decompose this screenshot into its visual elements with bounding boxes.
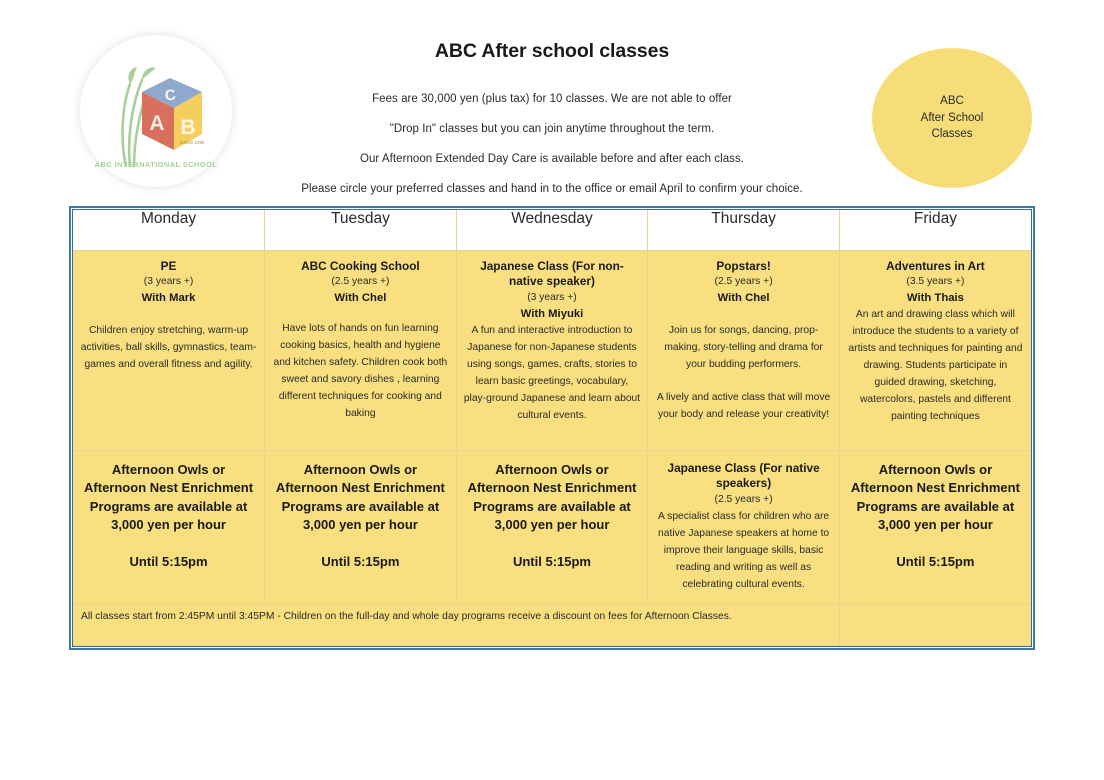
- day-header-wednesday: Wednesday: [456, 210, 648, 250]
- class-age: (3 years +): [143, 276, 194, 287]
- school-logo-badge: [80, 35, 232, 187]
- afternoon-main-text: Afternoon Owls or Afternoon Nest Enrichment Programs are available at 3,000 yen per hour: [275, 461, 445, 532]
- class-cell-thursday[interactable]: [648, 250, 840, 450]
- logo-since-text: SINCE 1996: [179, 139, 205, 145]
- badge-line-2: After School: [920, 111, 984, 124]
- class-teacher: With Mark: [141, 292, 196, 304]
- afternoon-main-text: Afternoon Owls or Afternoon Nest Enrichment Programs are available at 3,000 yen per hour: [84, 461, 254, 532]
- class-title: Adventures in Art: [886, 258, 985, 273]
- class-age: (2.5 years +): [714, 276, 773, 287]
- header-line-2: "Drop In" classes but you can join anytime throughout the term.: [389, 123, 715, 135]
- afternoon-until-text: Until 5:15pm: [896, 553, 975, 569]
- after-school-classes-badge: [872, 48, 1032, 188]
- class-cell-monday[interactable]: [73, 250, 265, 450]
- class-title: Popstars!: [716, 258, 771, 273]
- day-header-monday: Monday: [73, 210, 265, 250]
- schedule-table: [73, 210, 1031, 646]
- afternoon-until-text: Until 5:15pm: [321, 553, 400, 569]
- class-age: (2.5 years +): [331, 276, 390, 287]
- header-line-4: Please circle your preferred classes and hand in to the office or email April to confirm your choice.: [301, 183, 803, 195]
- afternoon-main-text: Afternoon Owls or Afternoon Nest Enrichment Programs are available at 3,000 yen per hour: [850, 461, 1020, 532]
- table-row-footer: [73, 603, 1031, 645]
- afternoon-until-text: Until 5:15pm: [129, 553, 208, 569]
- header-line-3: Our Afternoon Extended Day Care is available before and after each class.: [359, 153, 744, 165]
- page-title: ABC After school classes: [434, 40, 670, 62]
- day-header-thursday: Thursday: [648, 210, 840, 250]
- svg-text:B: B: [180, 115, 196, 139]
- abc-building-block-logo: [96, 54, 216, 172]
- class-cell-tuesday[interactable]: [265, 250, 457, 450]
- table-header-row: [73, 210, 1031, 250]
- class-description-secondary: A lively and active class that will move your body and release your creativity!: [656, 392, 831, 420]
- class-description: Have lots of hands on fun learning cooking basics, health and hygiene and kitchen safety. Children cook both sweet and savory dishes , learning different techniques for cooking and baking: [273, 323, 448, 419]
- class-cell-wednesday[interactable]: [456, 250, 648, 450]
- class-teacher: With Miyuki: [520, 307, 584, 320]
- afternoon-cell-friday[interactable]: [839, 450, 1031, 603]
- class-cell-friday[interactable]: [839, 250, 1031, 450]
- svg-text:A: A: [149, 111, 165, 135]
- afternoon-cell-tuesday[interactable]: [265, 450, 457, 603]
- day-header-tuesday: Tuesday: [265, 210, 457, 250]
- badge-line-1: ABC: [940, 95, 964, 108]
- afternoon-class-description: A specialist class for children who are native Japanese speakers at home to improve their language skills, basic reading and writing as well as celebrating cultural events.: [658, 510, 830, 590]
- header-block: [262, 40, 842, 204]
- class-teacher: With Chel: [717, 292, 770, 304]
- logo-caption: ABC INTERNATIONAL SCHOOL: [94, 159, 218, 169]
- abc-block-svg: [96, 54, 216, 172]
- day-header-friday: Friday: [839, 210, 1031, 250]
- class-age: (3.5 years +): [906, 276, 965, 287]
- afternoon-until-text: Until 5:15pm: [512, 553, 591, 569]
- table-row-classes: [73, 250, 1031, 450]
- afternoon-cell-thursday[interactable]: [648, 450, 840, 603]
- footer-note: All classes start from 2:45PM until 3:45PM - Children on the full-day and whole day programs receive a discount on fees for Afternoon Classes.: [73, 603, 839, 645]
- class-title: ABC Cooking School: [301, 258, 420, 273]
- class-title: PE: [160, 258, 177, 273]
- class-teacher: With Chel: [334, 292, 387, 304]
- class-description: A fun and interactive introduction to Japanese for non-Japanese students using songs, games, crafts, stories to learn basic greetings, vocabulary, play-ground Japanese and learn about cultural events.: [463, 324, 641, 421]
- afternoon-main-text: Afternoon Owls or Afternoon Nest Enrichment Programs are available at 3,000 yen per hour: [467, 461, 637, 532]
- class-description: An art and drawing class which will introduce the students to a variety of artists and techniques for painting and drawing. Students participate in guided drawing, sketching, watercolors, pastels and different painting techniques: [848, 309, 1023, 422]
- afternoon-cell-monday[interactable]: [73, 450, 265, 603]
- class-age: (3 years +): [527, 291, 577, 303]
- class-title: Japanese Class (For non-native speaker): [480, 258, 624, 288]
- schedule-table-container: [72, 209, 1032, 647]
- badge-line-3: Classes: [931, 128, 973, 141]
- class-teacher: With Thais: [906, 292, 964, 304]
- afternoon-class-age: (2.5 years +): [714, 493, 773, 505]
- afternoon-class-title: Japanese Class (For native speakers): [667, 460, 820, 490]
- class-description: Children enjoy stretching, warm-up activities, ball skills, gymnastics, team-games and overall fitness and agility.: [80, 325, 257, 370]
- class-description: Join us for songs, dancing, prop-making, story-telling and drama for your budding performers.: [664, 325, 823, 370]
- footer-blank-cell: [839, 603, 1031, 645]
- svg-text:C: C: [163, 85, 177, 105]
- afternoon-cell-wednesday[interactable]: [456, 450, 648, 603]
- header-line-1: Fees are 30,000 yen (plus tax) for 10 classes. We are not able to offer: [372, 93, 732, 105]
- table-row-afternoon: [73, 450, 1031, 603]
